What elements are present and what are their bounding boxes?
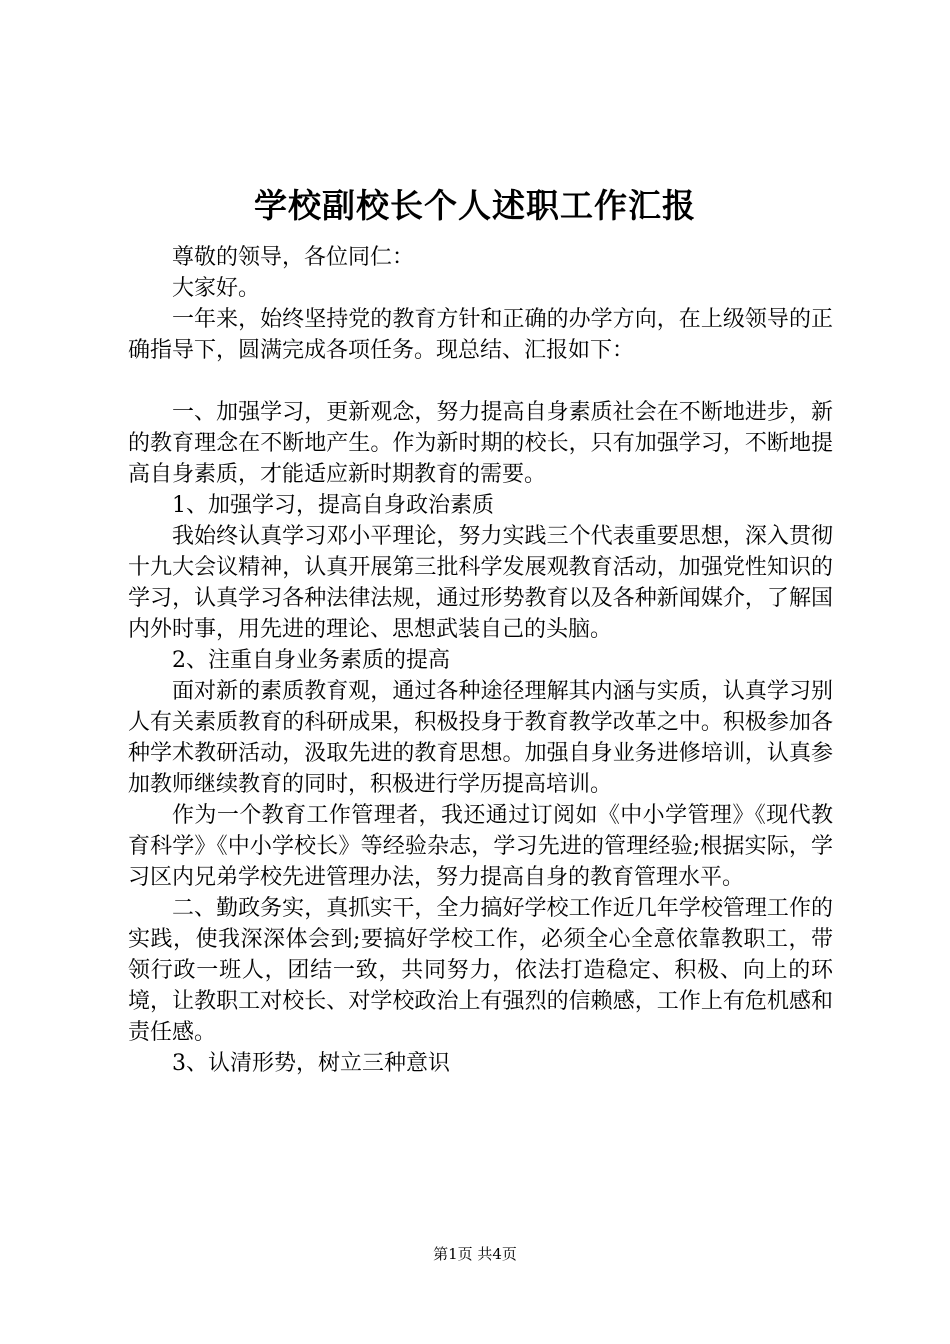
- document-title: 学校副校长个人述职工作汇报: [254, 186, 696, 225]
- paragraph-intro: 一年来，始终坚持党的教育方针和正确的办学方向，在上级领导的正确指导下，圆满完成各项任务。现总结、汇报如下：: [128, 307, 833, 363]
- paragraph-political: 我始终认真学习邓小平理论，努力实践三个代表重要思想，深入贯彻十九大会议精神，认真开展第三批科学发展观教育活动，加强党性知识的学习，认真学习各种法律法规，通过形势教育以及各种新闻媒介，了解国内外时事，用先进的理论、思想武装自己的头脑。: [128, 524, 833, 642]
- paragraph-heading-2: 2、注重自身业务素质的提高: [172, 648, 450, 673]
- paragraph-section-1: 一、加强学习，更新观念，努力提高自身素质社会在不断地进步，新的教育理念在不断地产生。作为新时期的校长，只有加强学习，不断地提高自身素质，才能适应新时期教育的需要。: [128, 400, 833, 487]
- paragraph-heading-1: 1、加强学习，提高自身政治素质: [172, 493, 494, 518]
- paragraph-heading-3: 3、认清形势，树立三种意识: [172, 1051, 450, 1076]
- page-number-footer: 第1页 共4页: [433, 1245, 517, 1263]
- paragraph-greeting: 大家好。: [172, 276, 261, 301]
- paragraph-professional: 面对新的素质教育观，通过各种途径理解其内涵与实质，认真学习别人有关素质教育的科研成果，积极投身于教育教学改革之中。积极参加各种学术教研活动，汲取先进的教育思想。加强自身业务进修培训，认真参加教师继续教育的同时，积极进行学历提高培训。: [128, 679, 833, 797]
- paragraph-management: 作为一个教育工作管理者，我还通过订阅如《中小学管理》《现代教育科学》《中小学校长》等经验杂志，学习先进的管理经验;根据实际，学习区内兄弟学校先进管理办法，努力提高自身的教育管理水平。: [128, 803, 833, 890]
- document-body: [128, 242, 833, 1079]
- paragraph-salutation: 尊敬的领导，各位同仁：: [172, 245, 415, 270]
- paragraph-section-2: 二、勤政务实，真抓实干，全力搞好学校工作近几年学校管理工作的实践，使我深深体会到;要搞好学校工作，必须全心全意依靠教职工，带领行政一班人，团结一致，共同努力，依法打造稳定、积极、向上的环境，让教职工对校长、对学校政治上有强烈的信赖感，工作上有危机感和责任感。: [128, 896, 833, 1045]
